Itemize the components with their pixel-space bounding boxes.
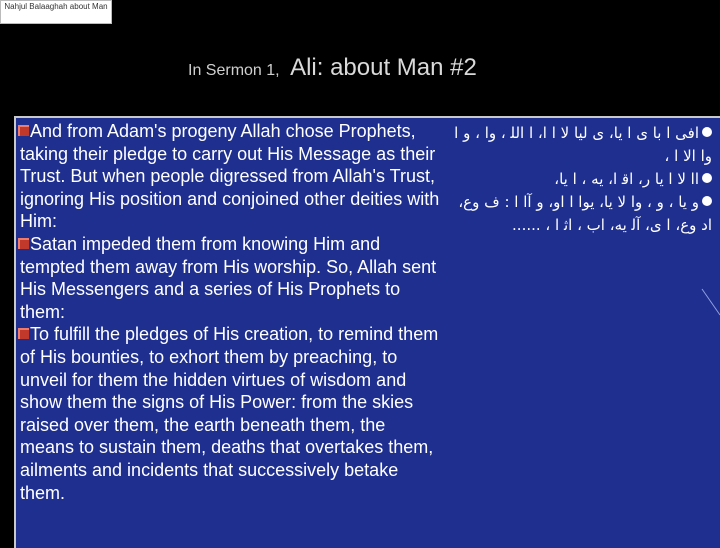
round-bullet-icon: [702, 196, 712, 206]
english-text-column: [20, 120, 440, 504]
presentation-tag-text: Nahjul Balaaghah about Man: [4, 2, 108, 11]
arabic-text-column: [444, 122, 712, 237]
square-bullet-icon: [18, 328, 29, 339]
arabic-paragraph: [444, 122, 712, 168]
english-paragraph-text: Satan impeded them from knowing Him and tempted them away from His worship. So, Allah sent His Messengers and a series of His Prophets to them:: [20, 233, 437, 322]
arabic-paragraph-text: اا لا ا یا ر، اﻗ ا، یه ، ا یا،: [554, 170, 699, 188]
round-bullet-icon: [702, 173, 712, 183]
square-bullet-icon: [18, 238, 29, 249]
english-paragraph-text: To fulfill the pledges of His creation, to remind them of His bounties, to exhort them by preaching, to unveil for them the hidden virtues of wisdom and show them the signs of His Power: from the skies raised over them, the earth beneath them, the means to sustain them, deaths that overtakes them, ailments and incidents that successively betake them.: [20, 324, 439, 503]
sermon-reference: In Sermon 1,: [188, 62, 280, 79]
round-bullet-icon: [702, 127, 712, 137]
english-paragraph: [20, 233, 440, 323]
english-paragraph-text: And from Adam's progeny Allah chose Prophets, taking their pledge to carry out His Message as their Trust. But when people digressed from Allah's Trust, ignoring His position and conjoined other deities with Him:: [20, 121, 440, 232]
arabic-paragraph-text: و یا ، و ، وا لا یا، یوا ا او، و آا ا : ف وع، اد وع، ا ی، آﻟ یه، اب ، اﺛ ا ، ......: [458, 193, 712, 234]
decorative-line: [700, 285, 720, 335]
content-panel: [14, 116, 720, 548]
square-bullet-icon: [18, 125, 29, 136]
arabic-paragraph: [444, 168, 712, 191]
presentation-tag: [0, 0, 112, 24]
english-paragraph: [20, 120, 440, 233]
slide-title: Ali: about Man #2: [290, 54, 477, 81]
arabic-paragraph: [444, 191, 712, 237]
english-paragraph: [20, 323, 440, 504]
arabic-paragraph-text: افی ا با ی ا یا، ی لیا لا ا ا، ا اﻟﻠ ، وا ، و ا وا الا ا ،: [454, 124, 712, 165]
slide-header: [188, 54, 477, 82]
